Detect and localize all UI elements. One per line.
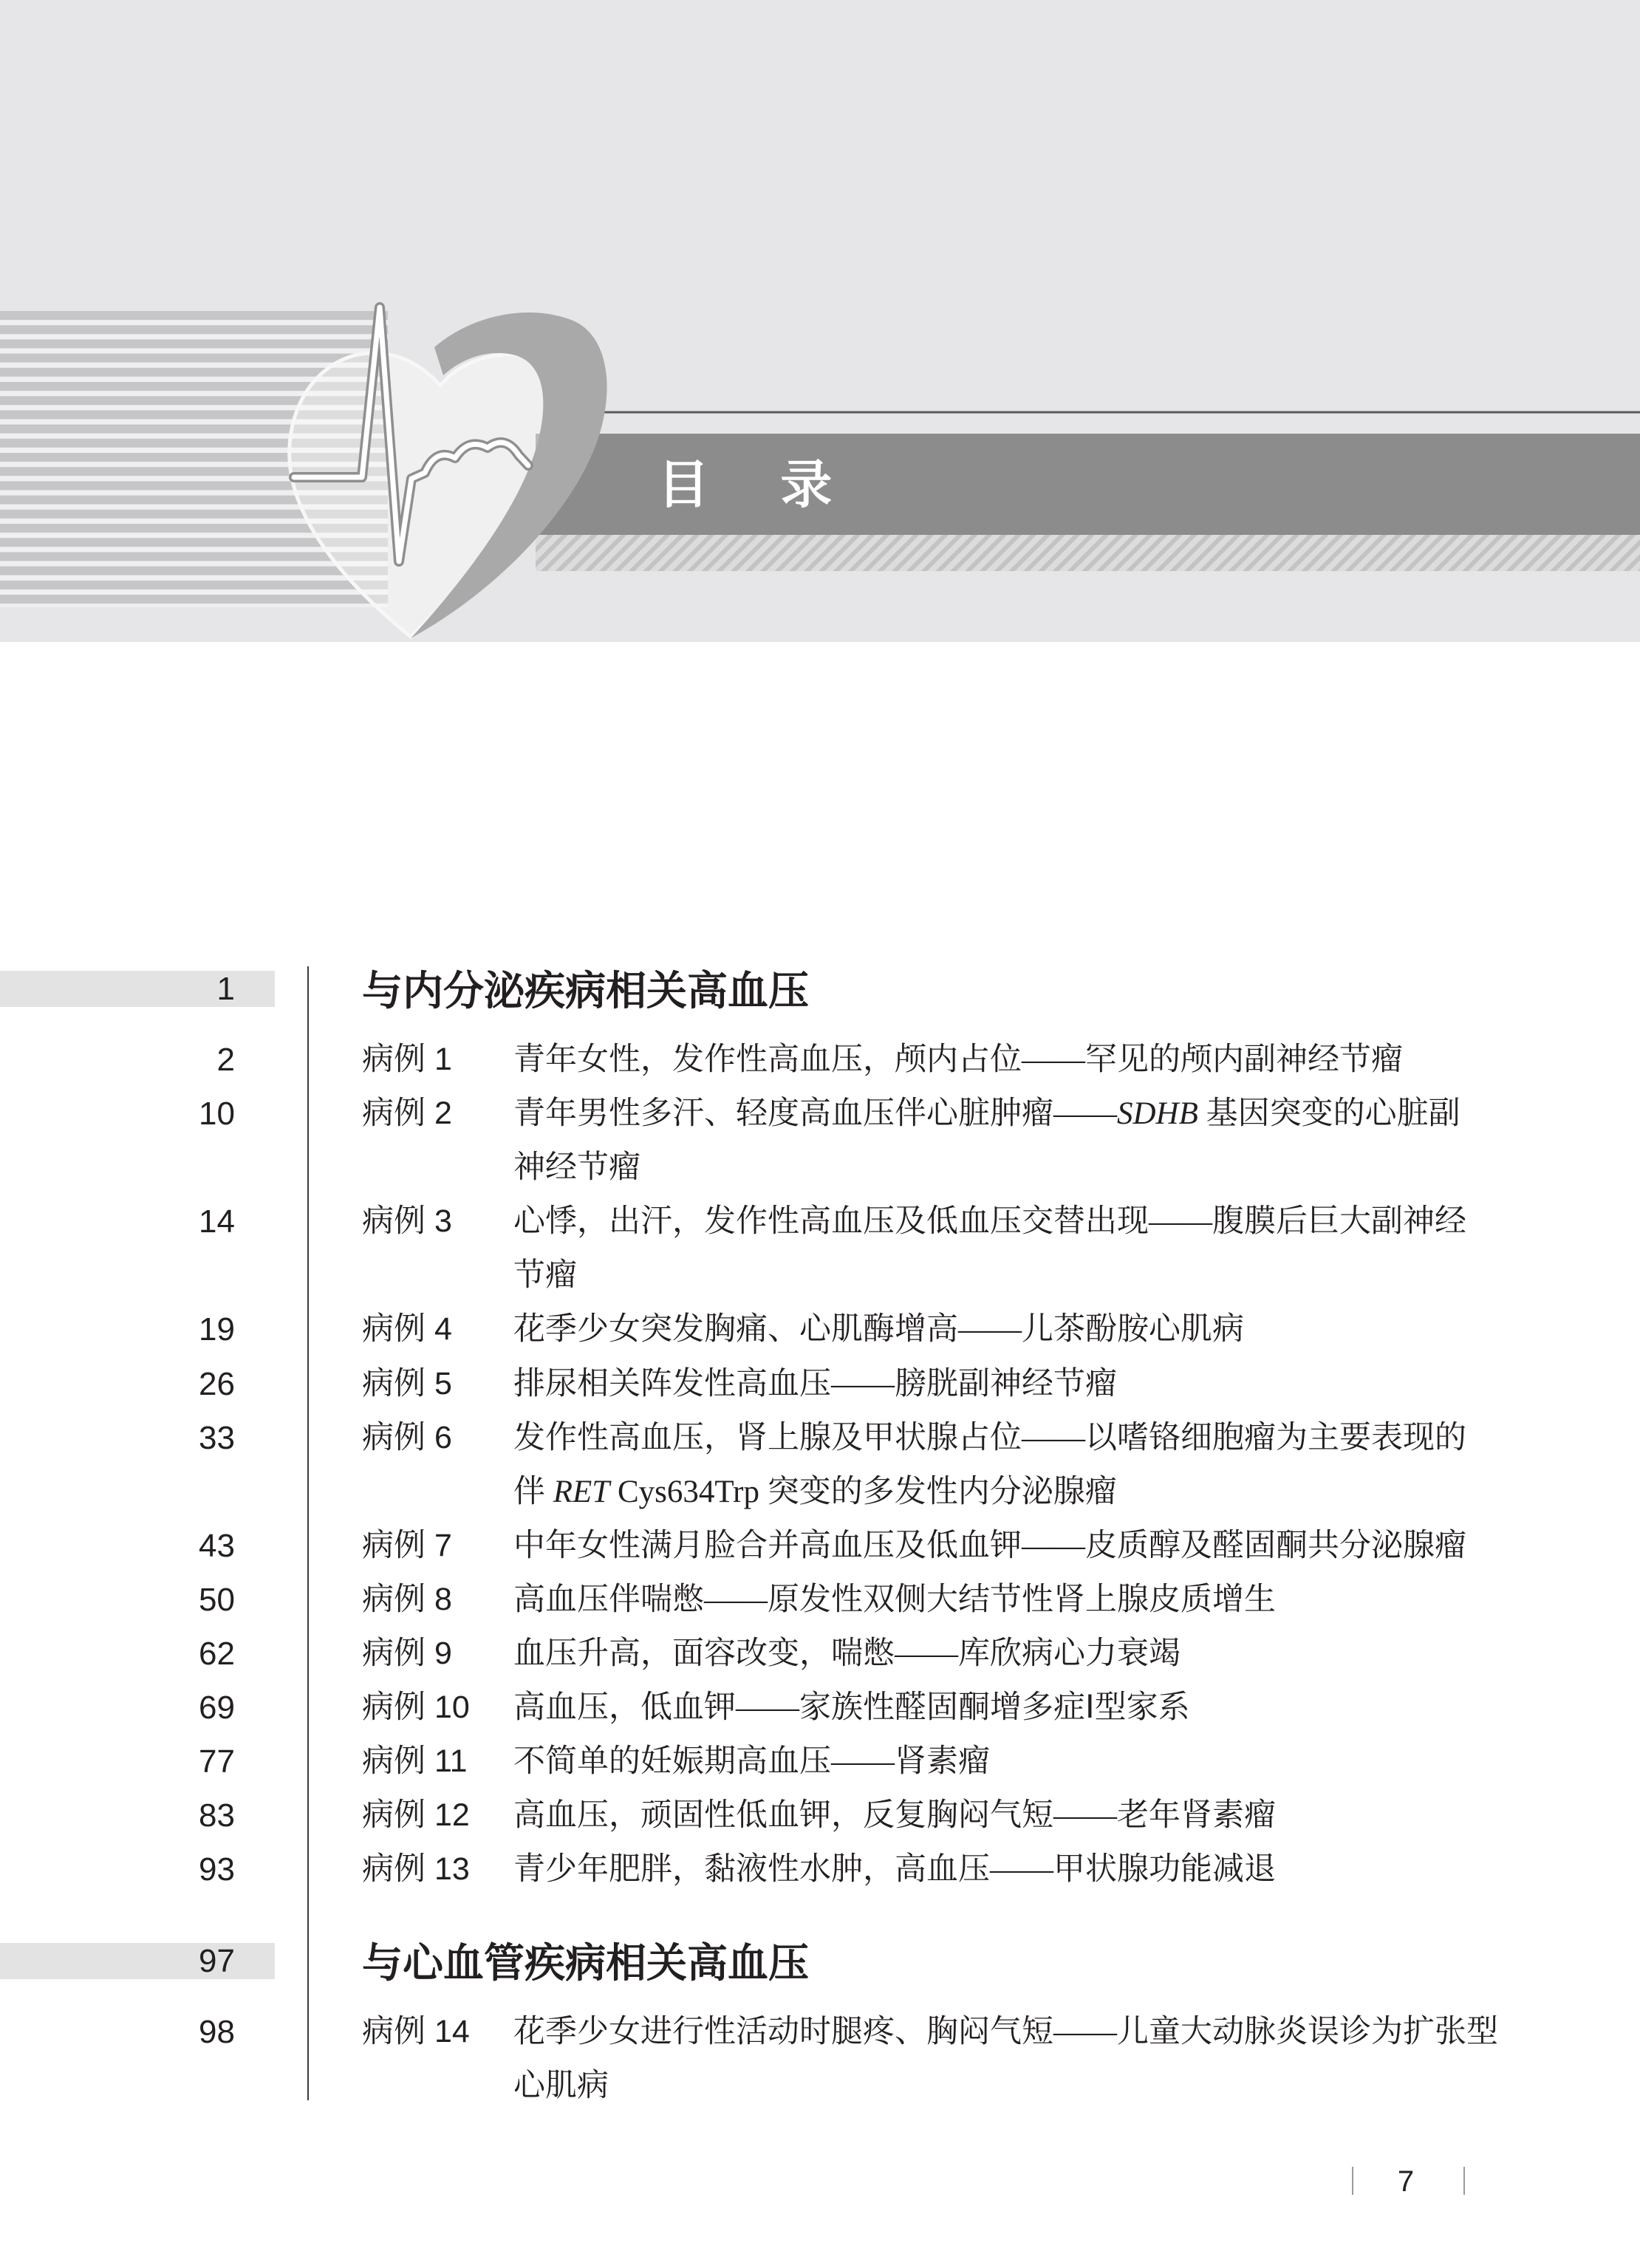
entry-page-number: 83: [199, 1797, 235, 1834]
case-label: 病例 13: [362, 1851, 470, 1888]
entry-page-number: 33: [199, 1419, 235, 1456]
case-label: 病例 10: [362, 1690, 470, 1726]
case-title-line: [513, 2005, 1640, 2059]
entry-page-number: 98: [199, 2013, 235, 2050]
footer-separator-right: [1463, 2167, 1465, 2195]
section-page-number: 1: [216, 971, 235, 1007]
case-title: [513, 1735, 1640, 1789]
case-title-line: [513, 2059, 1640, 2113]
toc-entry: [0, 1789, 1640, 1842]
case-title-text: 高血压，低血钾——家族性醛固酮增多症Ⅰ型家系: [513, 1690, 1190, 1726]
case-title-line: [513, 1627, 1640, 1681]
case-title: [513, 1357, 1640, 1411]
case-title-line: [513, 1141, 1640, 1195]
case-title-text: 高血压，顽固性低血钾，反复胸闷气短——老年肾素瘤: [513, 1798, 1276, 1834]
entry-page-number: 50: [199, 1581, 235, 1618]
case-title-text: 节瘤: [513, 1258, 577, 1294]
case-title-line: [513, 1249, 1640, 1302]
case-title-text: 排尿相关阵发性高血压——膀胱副神经节瘤: [513, 1366, 1117, 1401]
case-title: [513, 1681, 1640, 1735]
toc-entry: [0, 1735, 1640, 1789]
case-title-line: [513, 1302, 1640, 1356]
case-title-text: Cys634Trp 突变的多发性内分泌腺瘤: [609, 1474, 1117, 1509]
case-title: [513, 1842, 1640, 1896]
toc-entry: [0, 2005, 1640, 2113]
case-label: 病例 8: [362, 1581, 452, 1617]
entry-page-number: 69: [199, 1690, 235, 1726]
case-title-text: 发作性高血压，肾上腺及甲状腺占位——以嗜铬细胞瘤为主要表现的: [513, 1420, 1466, 1455]
case-label: 病例 2: [362, 1096, 452, 1132]
table-of-contents: [0, 967, 1640, 2113]
toc-entry: [0, 1087, 1640, 1195]
entry-page-number: 10: [199, 1096, 235, 1133]
section-title: 与心血管疾病相关高血压: [362, 1939, 810, 1987]
case-label: 病例 9: [362, 1636, 452, 1672]
toc-entry: [0, 1411, 1640, 1519]
toc-entry: [0, 1195, 1640, 1302]
gene-name: SDHB: [1117, 1096, 1198, 1132]
case-title-line: [513, 1573, 1640, 1627]
case-title: [513, 1302, 1640, 1356]
case-title-line: [513, 1357, 1640, 1411]
case-title: [513, 1519, 1640, 1573]
case-title: [513, 1033, 1640, 1087]
case-title-text: 青年女性，发作性高血压，颅内占位——罕见的颅内副神经节瘤: [513, 1042, 1403, 1077]
case-label: 病例 1: [362, 1042, 452, 1077]
case-title-line: [513, 1195, 1640, 1249]
entry-page-number: 2: [216, 1042, 235, 1078]
case-title: [513, 1789, 1640, 1842]
case-title-text: 神经节瘤: [513, 1150, 640, 1186]
toc-section: [0, 967, 1640, 1897]
case-title-text: 伴: [513, 1474, 553, 1509]
toc-entry: [0, 1681, 1640, 1735]
entry-page-number: 43: [199, 1527, 235, 1564]
case-label: 病例 7: [362, 1527, 452, 1563]
case-title: [513, 1627, 1640, 1681]
entry-page-number: 77: [199, 1743, 235, 1780]
header-banner: [0, 0, 1640, 642]
entry-page-number: 19: [199, 1311, 235, 1348]
entry-list: [0, 1033, 1640, 1897]
case-title-text: 青少年肥胖，黏液性水肿，高血压——甲状腺功能减退: [513, 1852, 1276, 1888]
entry-page-number: 62: [199, 1636, 235, 1673]
case-label: 病例 11: [362, 1743, 468, 1780]
case-title-text: 心悸，出汗，发作性高血压及低血压交替出现——腹膜后巨大副神经: [513, 1204, 1466, 1240]
case-label: 病例 14: [362, 2013, 470, 2049]
entry-page-number: 14: [199, 1203, 235, 1240]
case-title-line: [513, 1087, 1640, 1141]
case-title-line: [513, 1033, 1640, 1087]
section-page-number: 97: [199, 1942, 235, 1979]
toc-entry: [0, 1033, 1640, 1087]
case-title-line: [513, 1519, 1640, 1573]
page-number: 7: [1397, 2165, 1415, 2198]
toc-entry: [0, 1519, 1640, 1573]
case-title: [513, 1411, 1640, 1519]
case-title: [513, 1195, 1640, 1302]
case-title-text: 高血压伴喘憋——原发性双侧大结节性肾上腺皮质增生: [513, 1582, 1276, 1617]
case-title-text: 中年女性满月脸合并高血压及低血钾——皮质醇及醛固酮共分泌腺瘤: [513, 1528, 1466, 1563]
case-label: 病例 4: [362, 1311, 452, 1348]
case-title-line: [513, 1411, 1640, 1465]
entry-page-number: 26: [199, 1365, 235, 1402]
case-title-text: 花季少女进行性活动时腿疼、胸闷气短——儿童大动脉炎误诊为扩张型: [513, 2014, 1498, 2049]
footer-separator-left: [1352, 2167, 1353, 2195]
case-title-line: [513, 1842, 1640, 1896]
case-label: 病例 6: [362, 1419, 452, 1455]
case-label: 病例 5: [362, 1365, 452, 1401]
hatch-band: [536, 535, 1640, 571]
case-title-line: [513, 1789, 1640, 1842]
case-label: 病例 3: [362, 1203, 452, 1240]
case-label: 病例 12: [362, 1797, 470, 1834]
section-header: [0, 967, 1640, 1014]
case-title: [513, 1087, 1640, 1195]
page-title: 目 录: [657, 454, 859, 515]
case-title-line: [513, 1465, 1640, 1519]
case-title-text: 不简单的妊娠期高血压——肾素瘤: [513, 1744, 990, 1780]
entry-list: [0, 2005, 1640, 2113]
toc-entry: [0, 1302, 1640, 1356]
section-title: 与内分泌疾病相关高血压: [362, 967, 810, 1014]
case-title-text: 基因突变的心脏副: [1197, 1096, 1460, 1132]
case-title-text: 花季少女突发胸痛、心肌酶增高——儿茶酚胺心肌病: [513, 1312, 1244, 1348]
case-title-text: 血压升高，面容改变，喘憋——库欣病心力衰竭: [513, 1636, 1181, 1672]
toc-entry: [0, 1357, 1640, 1411]
toc-entry: [0, 1573, 1640, 1627]
section-header: [0, 1939, 1640, 1987]
case-title-line: [513, 1681, 1640, 1735]
toc-section: [0, 1939, 1640, 2113]
case-title-line: [513, 1735, 1640, 1789]
toc-entry: [0, 1627, 1640, 1681]
case-title-text: 心肌病: [513, 2068, 609, 2103]
toc-entry: [0, 1842, 1640, 1896]
entry-page-number: 93: [199, 1851, 235, 1888]
gene-name: RET: [553, 1474, 610, 1509]
case-title: [513, 1573, 1640, 1627]
case-title: [513, 2005, 1640, 2113]
case-title-text: 青年男性多汗、轻度高血压伴心脏肿瘤——: [513, 1096, 1117, 1132]
